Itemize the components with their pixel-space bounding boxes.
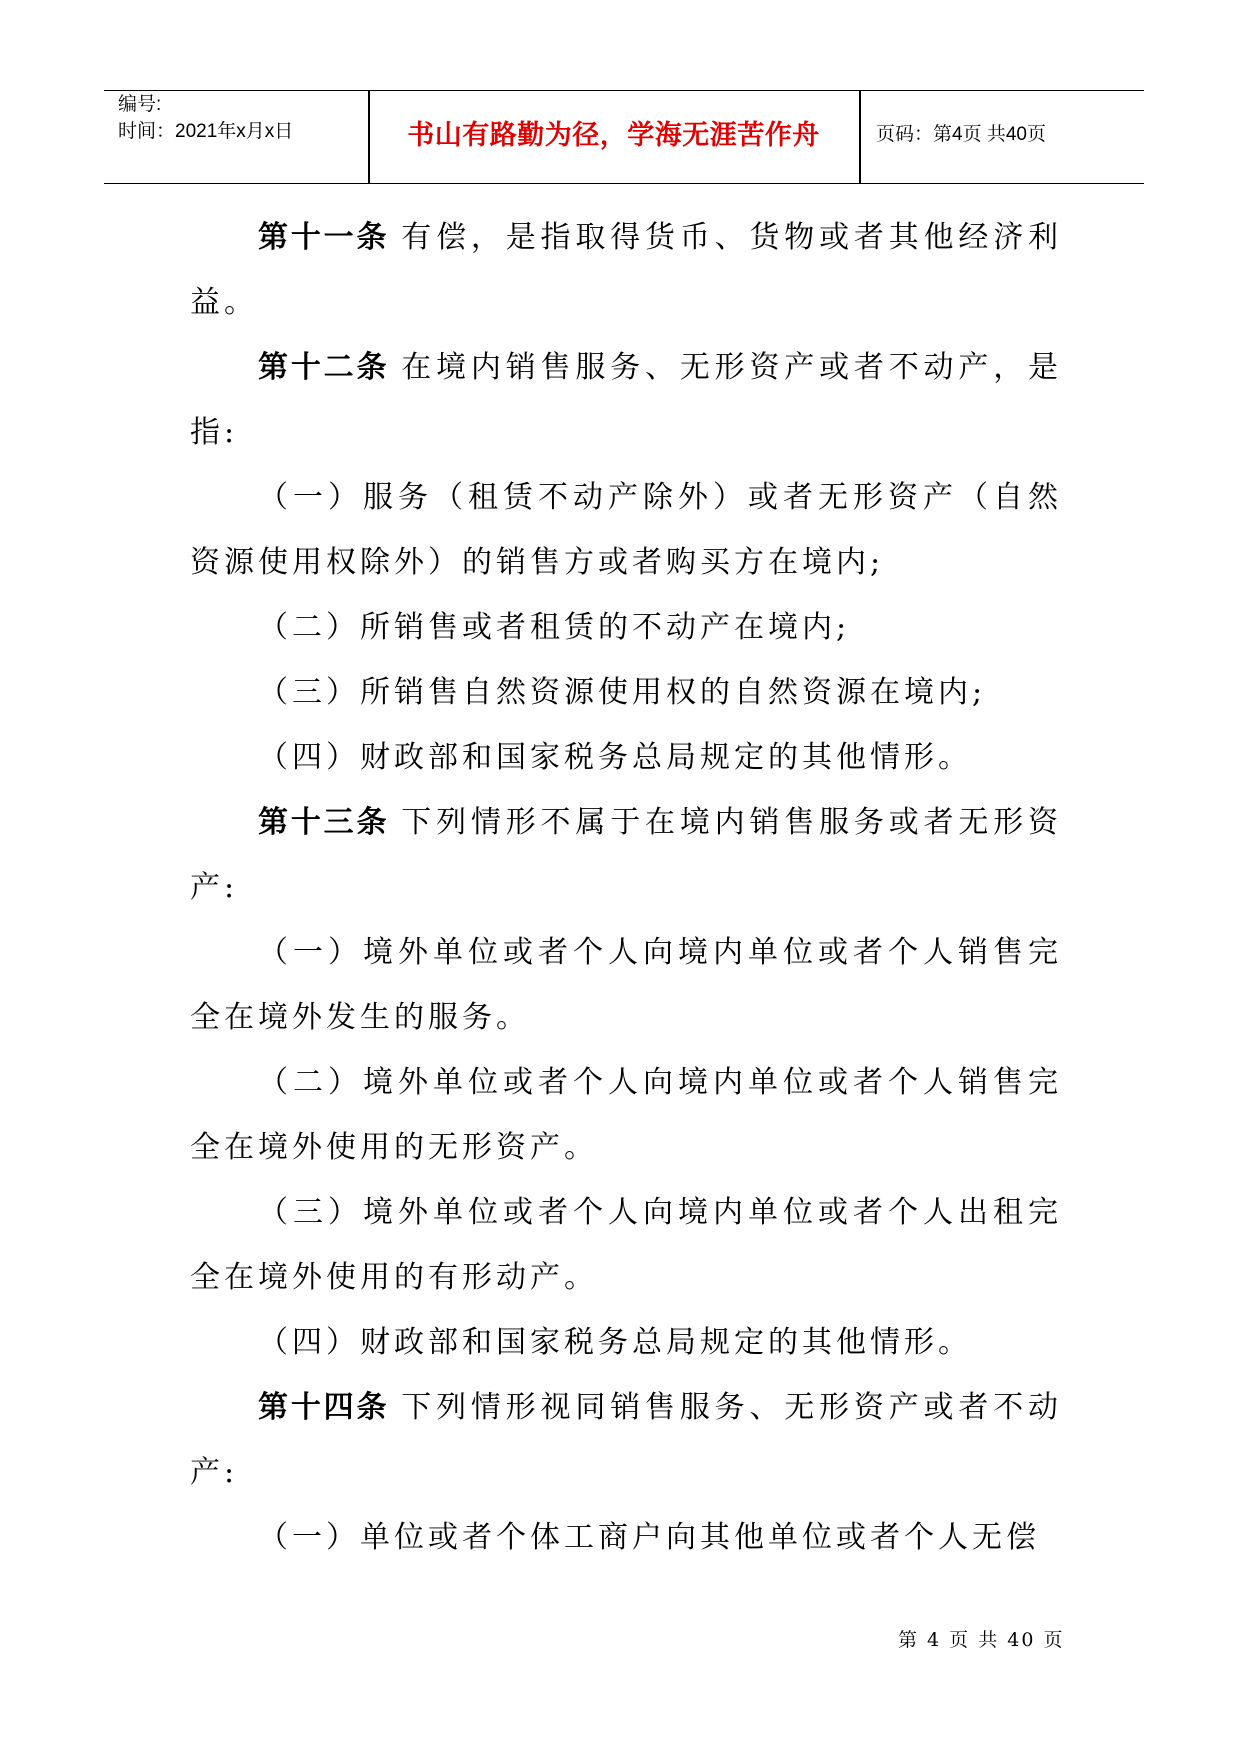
paragraph-text: （四）财政部和国家税务总局规定的其他情形。: [258, 1325, 972, 1360]
article-number: 第十二条: [258, 350, 390, 385]
paragraph-text: （一）服务（租赁不动产除外）或者无形资产（自然资源使用权除外）的销售方或者购买方在境内;: [190, 480, 1062, 580]
article-number: 第十四条: [258, 1390, 390, 1425]
header-page-info: 页码：第4页 共40页: [876, 124, 1046, 145]
paragraph-text: （四）财政部和国家税务总局规定的其他情形。: [258, 740, 972, 775]
paragraph-text: 下列情形不属于在境内销售服务或者无形资产:: [190, 805, 1063, 905]
article-number: 第十三条: [258, 805, 390, 840]
paragraph: [190, 1180, 1062, 1310]
document-body: [190, 205, 1062, 1570]
paragraph-text: （三）境外单位或者个人向境内单位或者个人出租完全在境外使用的有形动产。: [190, 1195, 1062, 1295]
paragraph-text: （二）境外单位或者个人向境内单位或者个人销售完全在境外使用的无形资产。: [190, 1065, 1062, 1165]
paragraph-text: 下列情形视同销售服务、无形资产或者不动产:: [190, 1390, 1063, 1490]
paragraph: [190, 725, 1062, 790]
header-divider: [859, 91, 861, 183]
paragraph: [190, 920, 1062, 1050]
paragraph-text: （一）境外单位或者个人向境内单位或者个人销售完全在境外发生的服务。: [190, 935, 1062, 1035]
paragraph-text: （三）所销售自然资源使用权的自然资源在境内;: [258, 675, 987, 710]
paragraph: [190, 1310, 1062, 1375]
document-number-label: 编号:: [118, 94, 162, 115]
article-number: 第十一条: [258, 220, 390, 255]
document-time-label: 时间：2021年x月x日: [118, 121, 294, 142]
paragraph-text: 有偿，是指取得货币、货物或者其他经济利益。: [190, 220, 1063, 320]
paragraph-text: 在境内销售服务、无形资产或者不动产，是指:: [190, 350, 1063, 450]
paragraph: [190, 205, 1062, 335]
paragraph: [190, 1505, 1062, 1570]
paragraph-text: （一）单位或者个体工商户向其他单位或者个人无偿: [258, 1520, 1040, 1555]
paragraph: [190, 465, 1062, 595]
paragraph: [190, 790, 1062, 920]
document-header: [104, 90, 1144, 184]
header-motto: 书山有路勤为径，学海无涯苦作舟: [407, 120, 820, 151]
paragraph: [190, 595, 1062, 660]
paragraph: [190, 660, 1062, 725]
paragraph: [190, 335, 1062, 465]
paragraph: [190, 1375, 1062, 1505]
paragraph-text: （二）所销售或者租赁的不动产在境内;: [258, 610, 851, 645]
page-footer: 第 4 页 共 40 页: [898, 1629, 1065, 1651]
paragraph: [190, 1050, 1062, 1180]
